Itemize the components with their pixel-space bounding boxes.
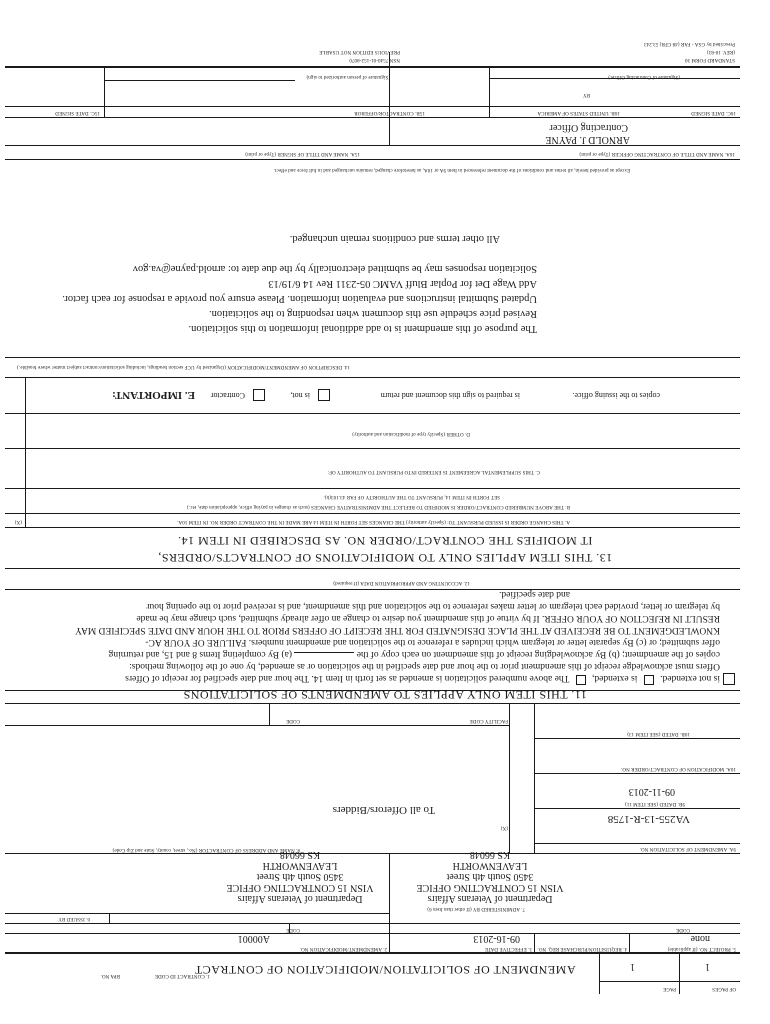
administered-by-label: 7. ADMINISTERED BY (If other than Item 6)	[427, 906, 525, 911]
item11-line: Offers must acknowledge receipt of this amendment prior to the hour and date specified in the solicitation or as amended, by one of the following methods:	[129, 661, 720, 671]
officer-signature-caption: (Signature of Contracting Officer)	[608, 74, 680, 79]
important-copies: copies to the issuing office.	[572, 391, 660, 400]
dated-10b-label: 10B. DATED (SEE ITEM 13)	[627, 731, 690, 736]
administered-by-code-label: CODE	[675, 927, 690, 932]
amendment-no-value: A00001	[237, 933, 270, 944]
address-line: KS 66048	[469, 849, 511, 860]
important-is-not: is not,	[290, 391, 310, 400]
effective-date-value: 09-16-2013	[473, 933, 520, 944]
rule	[534, 704, 535, 854]
rule	[5, 117, 740, 118]
amendment-no-label: 2. AMENDMENT/MODIFICATION NO.	[299, 946, 387, 951]
item13-b-line1: B. THE ABOVE NUMBERED CONTRACT/ORDER IS MODIFIED TO REFLECT THE ADMINISTRATIVE CHANGES (such as changes in paying office, appropriation date, etc.)	[186, 504, 570, 509]
contracting-officer-name-label: 16A. NAME AND TITLE OF CONTRACTING OFFICER (Type or print)	[579, 151, 735, 156]
issued-by-address	[210, 849, 390, 904]
contractor-label: 8. NAME AND ADDRESS OF CONTRACTOR (No., street, county, State and Zip Code)	[112, 847, 300, 852]
important-is: is required to sign this document and return	[380, 391, 520, 400]
rule	[509, 704, 510, 854]
signer-name-label: 15A. NAME AND TITLE OF SIGNER (Type or print)	[245, 151, 360, 156]
except-statement: Except as provided herein, all terms and conditions of the document referenced in Item 9A or 10A, as heretofore changed, remains unchanged and in full force and effect.	[273, 167, 630, 172]
rule	[535, 808, 740, 809]
rule	[5, 913, 390, 914]
rule	[5, 159, 740, 160]
item13-c: C. THIS SUPPLEMENTAL AGREEMENT IS ENTERED INTO PURSUANT TO AUTHORITY OF:	[327, 469, 540, 474]
address-line: LEAVENWORTH	[262, 860, 338, 871]
united-states-label: 16B. UNITED STATES OF AMERICA	[537, 110, 620, 115]
check-x-label: (X)	[500, 825, 508, 830]
rule	[5, 568, 740, 569]
description-line: The purpose of this amendment is to add additional information to this solicitation.	[188, 323, 537, 334]
rule	[5, 923, 740, 924]
rule	[5, 703, 740, 704]
date-signed-15c-label: 15C. DATE SIGNED	[55, 110, 100, 115]
is-extended-checkbox[interactable]	[576, 675, 586, 685]
contractor-offeror-label: 15B. CONTRACTOR/OFFEROR	[354, 110, 425, 115]
item11-line: offer submitted; or (c) By separate letter or telegram which includes a reference to the solicitation and amendment numbers. FAILURE OF YOUR AC-	[145, 637, 720, 647]
of-pages-label: OF PAGES	[712, 986, 736, 991]
date-signed-16c-label: 16C. DATE SIGNED	[691, 110, 736, 115]
item13-heading-line1: 13. THIS ITEM APPLIES ONLY TO MODIFICATIONS OF CONTRACTS/ORDERS,	[157, 551, 613, 565]
address-line: VISN 15 CONTRACTING OFFICE	[226, 882, 374, 893]
bpa-no-label: BPA NO.	[100, 973, 120, 978]
footer-prescribed: Prescribed by GSA - FAR (48 CFR) 53.243	[643, 41, 735, 46]
administered-by-address	[400, 849, 580, 904]
important-label: E. IMPORTANT:	[112, 389, 195, 401]
item13-b-line2: SET FORTH IN ITEM 14, PURSUANT TO THE AUTHORITY OF FAR 43.103(b).	[323, 494, 500, 499]
item11-line: copies of the amendment; (b) By acknowledging receipt of this amendment on each copy of the	[356, 649, 720, 659]
item13-check-label: (X)	[14, 519, 22, 524]
form-title: AMENDMENT OF SOLICITATION/MODIFICATION OF CONTRACT	[194, 963, 576, 977]
rule	[489, 68, 490, 118]
item11-line: by telegram or letter, provided each telegram or letter makes reference to the solicitation and this amendment, and is received prior to the opening hour	[146, 601, 720, 611]
is-extended: is extended,	[591, 673, 638, 683]
item11-line: (a) By completing Items 8 and 15, and returning	[108, 649, 292, 659]
requisition-label: 4. REQUISITION/PURCHASE REQ. NO.	[537, 946, 627, 951]
issued-by-code-label: CODE	[285, 927, 300, 932]
issued-by-label: 6. ISSUED BY	[58, 916, 90, 921]
address-line: Department of Veterans Affairs	[427, 893, 553, 904]
officer-name: ARNOLD J. PAYNE	[545, 134, 630, 145]
dated-9b-value: 09-11-2013	[628, 786, 675, 797]
rule	[5, 448, 740, 449]
amendment-solicitation-label: 9A. AMENDMENT OF SOLICITATION NO.	[639, 846, 736, 851]
footer-nsn: NSN 7540-01-152-8070	[349, 57, 400, 62]
rule	[389, 934, 390, 954]
item11-checkbox[interactable]	[723, 673, 735, 685]
rule	[5, 527, 740, 528]
rule	[679, 954, 680, 994]
page-label: PAGE	[663, 986, 676, 991]
rule	[5, 377, 740, 378]
description-line	[0, 246, 537, 261]
rule	[5, 513, 740, 514]
rule	[5, 106, 740, 107]
item13-d: D. OTHER (Specify type of modification and authority)	[352, 431, 470, 436]
item11-line: KNOWLEDGEMENT TO BE RECEIVED AT THE PLACE DESIGNATED FOR THE RECEIPT OF OFFERS PRIOR TO THE HOUR AND DATE SPECIFIED MAY	[75, 625, 720, 635]
important-contractor: Contractor	[210, 391, 245, 400]
footer-rev: (REV. 10-83)	[706, 49, 735, 54]
item12-label: 12. ACCOUNTING AND APPROPRIATION DATA (If required)	[333, 580, 470, 585]
description-line: All other terms and conditions remain unchanged.	[289, 233, 500, 244]
address-line: 3450 South 4th Street	[256, 871, 344, 882]
dated-9b-label: 9B. DATED (SEE ITEM 11)	[624, 801, 685, 806]
address-line: VISN 15 CONTRACTING OFFICE	[416, 882, 564, 893]
project-no-value: none	[690, 933, 710, 944]
rule	[5, 145, 740, 146]
rule	[104, 68, 105, 118]
item11-heading: 11. THIS ITEM ONLY APPLIES TO AMENDMENTS OF SOLICITATIONS	[183, 688, 587, 702]
is-not-extended-checkbox[interactable]	[644, 675, 654, 685]
item14-description	[0, 231, 770, 336]
rule	[5, 413, 740, 414]
rule	[25, 378, 26, 528]
is-not-checkbox[interactable]	[253, 389, 265, 401]
rule	[5, 488, 740, 489]
copies-blank[interactable]	[294, 652, 354, 653]
page-value: 1	[630, 961, 635, 972]
effective-date-label: 3. EFFECTIVE DATE	[484, 946, 532, 951]
item11-line: The above numbered solicitation is amended as set forth in Item 14. The hour and date specified for receipt of Offers	[125, 673, 570, 683]
item13-a: A. THIS CHANGE ORDER IS ISSUED PURSUANT TO: (Specify authority) THE CHANGES SET FORTH IN ITEM 14 ARE MADE IN THE CONTRACT ORDER NO. IN ITEM 10A.	[177, 519, 570, 524]
rule	[109, 914, 110, 924]
contract-id-code-label: 1. CONTRACT ID CODE	[154, 973, 210, 978]
rule	[269, 704, 270, 726]
rule	[535, 773, 740, 774]
bottom-border	[5, 66, 740, 68]
footer-previous-edition: PREVIOUS EDITION NOT USABLE	[319, 49, 400, 54]
rule	[600, 981, 740, 982]
rule	[5, 725, 510, 726]
description-line: Updated Submittal instructions and evaluation information. Please ensure you provide a response for each factor.	[62, 293, 537, 304]
is-not-extended: is not extended.	[660, 673, 720, 683]
rule	[629, 934, 630, 954]
rule	[105, 80, 295, 81]
address-line: LEAVENWORTH	[452, 860, 528, 871]
facility-code-label: FACILITY CODE	[469, 718, 508, 723]
rule	[535, 738, 740, 739]
of-pages-value: 1	[705, 961, 710, 972]
contractor-code-label: CODE	[285, 718, 300, 723]
officer-title: Contracting Officer	[549, 122, 628, 133]
contractor-signature-caption: (Signature of person authorized to sign)	[306, 74, 390, 79]
is-checkbox[interactable]	[318, 389, 330, 401]
project-no-label: 5. PROJECT NO. (If applicable)	[667, 946, 736, 951]
rule	[535, 843, 740, 844]
item13-heading-line2: IT MODIFIES THE CONTRACT/ORDER NO. AS DESCRIBED IN ITEM 14.	[177, 534, 593, 548]
contractor-value: To all Offerors/Bidders	[332, 804, 435, 816]
modification-contract-label: 10A. MODIFICATION OF CONTRACT/ORDER NO.	[620, 766, 736, 771]
description-line: Revised price schedule use this document when responding to the solicitation.	[208, 308, 537, 319]
item11-line: and date specified.	[499, 589, 570, 599]
address-line: Department of Veterans Affairs	[237, 893, 363, 904]
address-line: 3450 South 4th Street	[446, 871, 534, 882]
footer-standard-form: STANDARD FORM 30	[684, 57, 735, 62]
address-line: KS 66048	[279, 849, 321, 860]
rule	[534, 934, 535, 954]
by-label: BY	[582, 92, 590, 97]
solicitation-no-value: VA255-13-R-1758	[607, 813, 690, 825]
rule	[5, 357, 740, 358]
item11-text	[75, 588, 720, 686]
description-line: Add Wage Det for Poplar Bluff VAMC 05-2311 Rev 14 6/19/13	[268, 278, 537, 289]
rule	[599, 954, 600, 994]
item14-label: 14. DESCRIPTION OF AMENDMENT/MODIFICATION (Organized by UCF section headings, including solicitation/contract subject matter where feasible.)	[17, 364, 350, 369]
description-line: Solicitation responses may be submitted electronically by the due date to: arnold.payne@va.gov	[132, 263, 537, 274]
item11-line: RESULT IN REJECTION OF YOUR OFFER. If by virtue of this amendment you desire to change an offer already submitted, such change may be made	[136, 613, 720, 623]
